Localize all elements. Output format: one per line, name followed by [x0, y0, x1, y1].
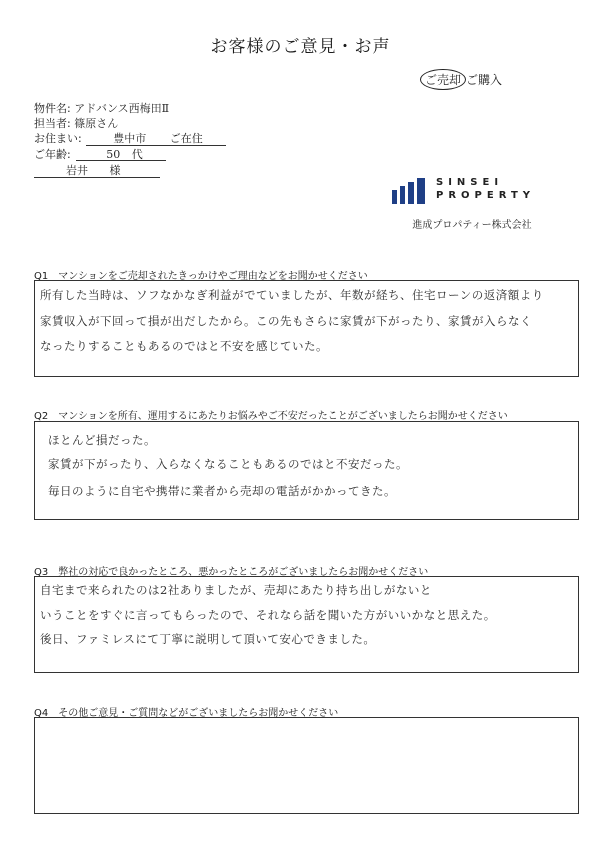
q2-answer-line-3: 毎日のように自宅や携帯に業者から売却の電話がかかってきた。 [48, 484, 396, 498]
staff-value: 篠原さん [74, 117, 119, 130]
address-label: お住まい: [34, 132, 82, 145]
logo-english [436, 176, 566, 202]
logo-en-line2: PROPERTY [436, 190, 536, 201]
building-mark-icon [392, 178, 430, 204]
customer-name-row [66, 162, 121, 178]
address-value: 豊中市 [113, 132, 147, 145]
q2-question: Q2 マンションを所有、運用するにあたりお悩みやご不安だったことがございましたらお聞かせください [34, 411, 508, 422]
staff-label: 担当者: [34, 117, 71, 130]
q3-answer-line-3: 後日、ファミレスにて丁寧に説明して頂いて安心できました。 [40, 632, 376, 646]
age-label: ご年齢: [34, 148, 71, 161]
q1-answer-line-1: 所有した当時は、ソフなかなぎ利益がでていましたが、年数が経ち、住宅ローンの返済額より [40, 288, 544, 302]
property-row [34, 100, 169, 116]
q4-answer-box [34, 717, 579, 814]
age-value: 50 [106, 148, 121, 161]
q2-answer-line-1: ほとんど損だった。 [48, 433, 156, 447]
customer-name-underline [34, 177, 160, 178]
q3-question: Q3 弊社の対応で良かったところ、悪かったところがございましたらお聞かせください [34, 567, 429, 578]
sell-option-circled: ご売却 [420, 69, 466, 90]
address-row [34, 130, 203, 146]
age-underline [76, 160, 166, 161]
q4-question: Q4 その他ご意見・ご質問などがございましたらお聞かせください [34, 708, 339, 719]
customer-name: 岩井 [66, 164, 88, 177]
q1-answer-line-2: 家賃収入が下回って損が出だしたから。この先もさらに家賃が下がったり、家賃が入らなく [40, 314, 532, 328]
transaction-type [420, 69, 502, 90]
company-name: 進成プロパティー株式会社 [412, 220, 532, 231]
page-title: お客様のご意見・お声 [210, 37, 391, 57]
property-label: 物件名: [34, 102, 71, 115]
logo-en-line1: SINSEI [436, 177, 504, 188]
q3-answer-line-1: 自宅まで来られたのは2社ありましたが、売却にあたり持ち出しがないと [40, 583, 432, 597]
property-value: アドバンス西梅田Ⅱ [74, 102, 170, 115]
customer-name-suffix: 様 [109, 164, 121, 177]
q1-answer-line-3: なったりすることもあるのではと不安を感じていた。 [40, 339, 328, 353]
staff-row [34, 115, 118, 131]
q2-answer-line-2: 家賃が下がったり、入らなくなることもあるのではと不安だった。 [48, 457, 408, 471]
buy-option: ご購入 [466, 73, 503, 87]
q3-answer-line-2: いうことをすぐに言ってもらったので、それなら話を聞いた方がいいかなと思えた。 [40, 608, 496, 622]
q1-question: Q1 マンションをご売却されたきっかけやご理由などをお聞かせください [34, 271, 368, 282]
address-suffix: ご在住 [169, 132, 203, 145]
age-suffix: 代 [131, 148, 143, 161]
